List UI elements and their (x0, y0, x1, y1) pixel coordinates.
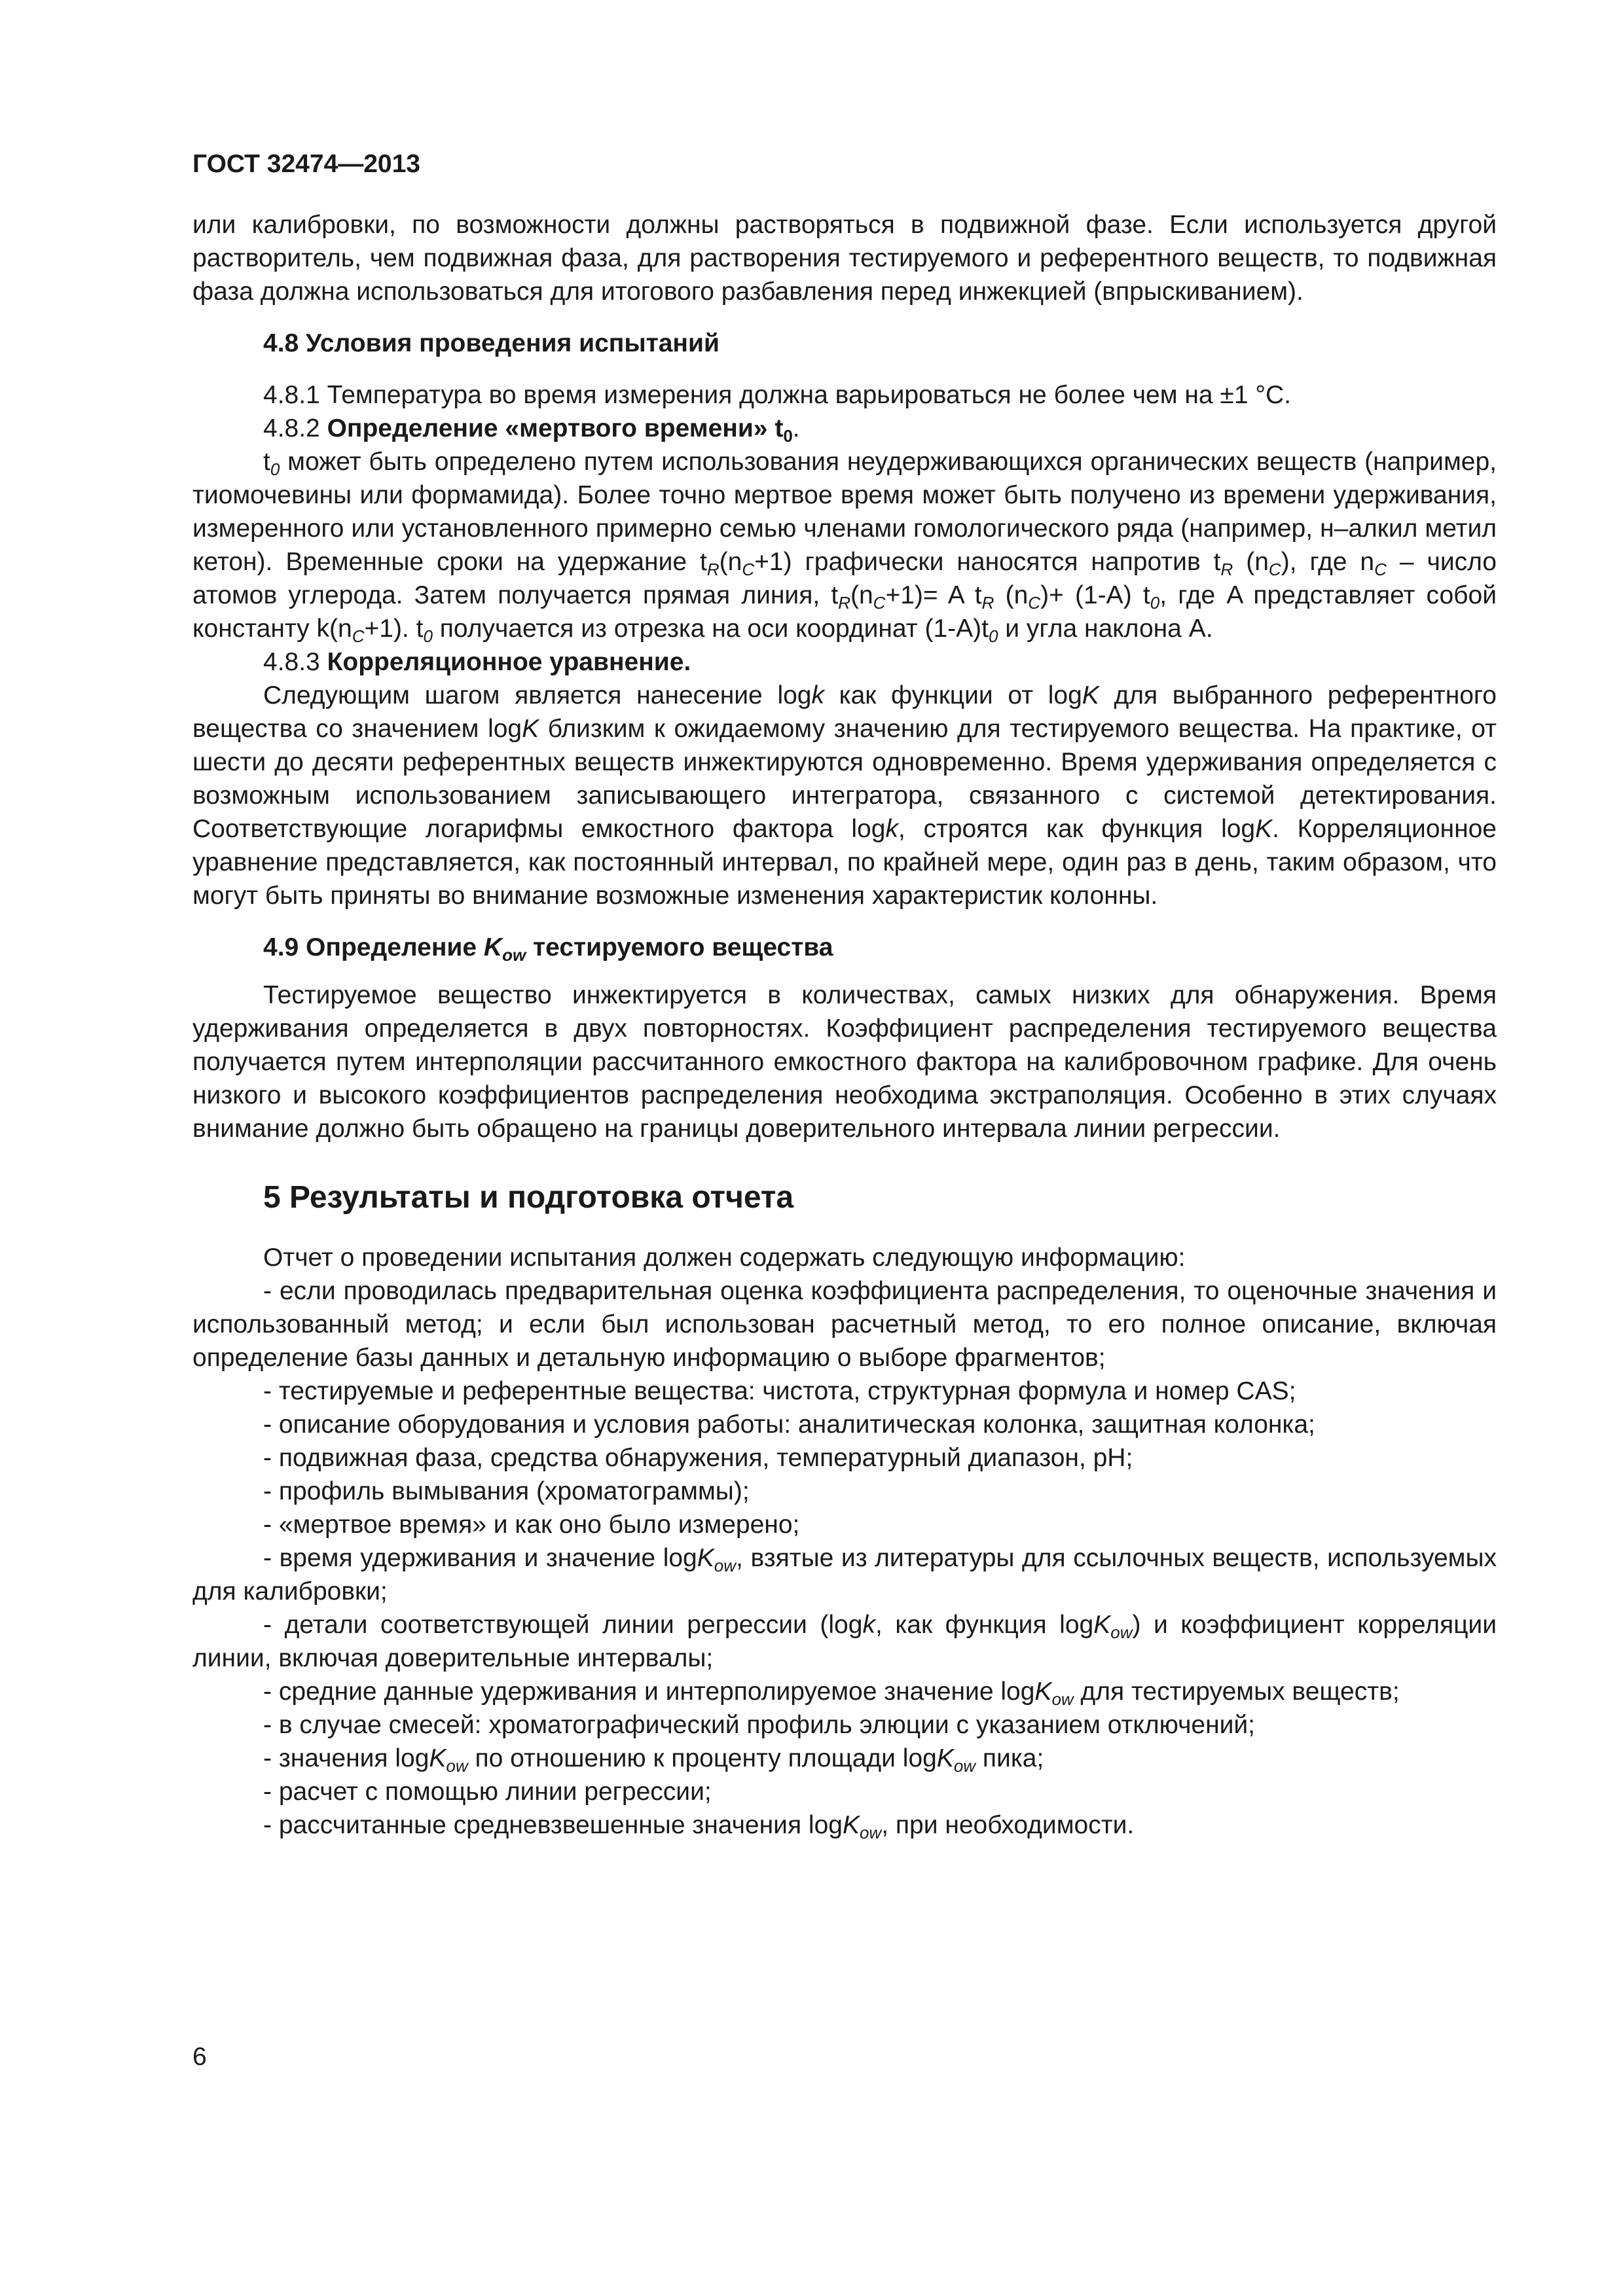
list-item: - если проводилась предварительная оценка коэффициента распределения, то оценочные значения и использованный метод; и если был использован расчетный метод, то его полное описание, включая определение базы данных и детальную информацию о выборе фрагментов; (192, 1277, 1497, 1372)
text-fragment: пика; (976, 1744, 1044, 1772)
section-heading-5: 5 Результаты и подготовка отчета (263, 1180, 794, 1215)
subscript: ow (1051, 1689, 1074, 1709)
subscript: R (1220, 560, 1233, 579)
list-item: - тестируемые и референтные вещества: чистота, структурная формула и номер CAS; (263, 1377, 1296, 1405)
text-fragment: - средние данные удерживания и интерполируемое значение log (263, 1677, 1035, 1706)
text-fragment: - рассчитанные средневзвешенные значения log (263, 1811, 843, 1839)
list-item: - в случае смесей: хроматографический профиль элюции с указанием отключений; (263, 1711, 1256, 1739)
subscript: 0 (783, 426, 793, 446)
list-item: - описание оборудования и условия работы: аналитическая колонка, защитная колонка; (263, 1410, 1315, 1439)
text-fragment: по отношению к проценту площади log (467, 1744, 937, 1772)
text-fragment: для тестируемых веществ; (1073, 1677, 1400, 1706)
text-fragment: для выбранного референтного вещества со значением (192, 681, 1497, 743)
clause-number: 4.8.3 (263, 648, 327, 676)
subscript: ow (446, 1756, 468, 1776)
text-fragment: 4.9 Определение (263, 933, 484, 961)
subscript: C (1374, 560, 1387, 579)
text-fragment: log (777, 681, 812, 709)
text-fragment: . (792, 414, 800, 442)
text-fragment: (n (719, 548, 742, 576)
list-item (192, 1608, 1497, 1675)
text-fragment: (n (994, 581, 1029, 609)
paragraph-dead-time (192, 445, 1497, 645)
text-fragment: получается из отрезка на оси координат (1-A)t (432, 615, 989, 643)
subscript: R (838, 593, 850, 613)
subscript: 0 (270, 459, 280, 479)
text-fragment: log (851, 815, 886, 843)
subscript: ow (502, 945, 526, 965)
subscript: ow (714, 1556, 737, 1575)
subscript: C (873, 593, 886, 613)
text-fragment: тестируемого вещества (526, 933, 833, 961)
list-item (192, 1541, 1497, 1608)
symbol: K (697, 1544, 714, 1572)
symbol: K (1255, 815, 1273, 843)
symbol: k (862, 1611, 875, 1639)
document-header: ГОСТ 32474—2013 (192, 150, 420, 178)
text-fragment: – число атомов углерода. Затем получается прямая линия, t (192, 548, 1497, 609)
subscript: R (981, 593, 994, 613)
subscript: R (706, 560, 720, 579)
paragraph-report-intro: Отчет о проведении испытания должен содержать следующую информацию: (263, 1244, 1186, 1272)
list-item: - подвижная фаза, средства обнаружения, температурный диапазон, рН; (263, 1444, 1133, 1472)
paragraph-4-9: Тестируемое вещество инжектируется в количествах, самых низких для обнаружения. Время удерживания определяется в двух повторностях. Коэффициент распределения тестируемого вещества получается путем интерполяции рассчитанного емкостного фактора на калибровочном графике. Для очень низкого и высокого коэффициентов распределения необходима экстраполяция. Особенно в этих случаях внимание должно быть обращено на границы доверительного интервала линии регрессии. (192, 981, 1497, 1143)
text-fragment: log (1048, 681, 1082, 709)
text-fragment: - время удерживания и значение log (263, 1544, 697, 1572)
text-fragment: , при необходимости. (881, 1811, 1135, 1839)
text-fragment: +1) графически наносятся напротив t (754, 548, 1221, 576)
symbol: k (811, 681, 824, 709)
clause-number: 4.8.2 (263, 414, 327, 442)
text-fragment: log (1221, 815, 1256, 843)
page-number: 6 (192, 2043, 207, 2071)
text-fragment: (n (850, 581, 873, 609)
subscript: ow (1110, 1623, 1133, 1642)
symbol: K (842, 1811, 860, 1839)
subscript: C (1268, 560, 1281, 579)
document-body (192, 208, 1497, 1842)
symbol: K (1034, 1677, 1052, 1706)
text-fragment: )+ (1-A) t (1040, 581, 1150, 609)
subscript: ow (953, 1756, 976, 1776)
text-fragment: ) и коэффициент корреляции линии, включая доверительные интервалы; (192, 1611, 1497, 1672)
list-item (192, 1808, 1497, 1842)
section-heading-4-9 (192, 931, 1497, 964)
subscript: 0 (423, 626, 433, 646)
symbol: K (483, 933, 503, 961)
clause-title: Корреляционное уравнение. (327, 648, 691, 676)
symbol: K (522, 715, 539, 743)
text-fragment: +1)= A t (885, 581, 982, 609)
clause-title: Определение «мертвого времени» t (327, 414, 784, 442)
text-fragment: . Корреляционное уравнение представляется, как постоянный интервал, по крайней мере, один раз в день, таким образом, что могут быть приняты во внимание возможные изменения характеристик колонны. (192, 815, 1497, 910)
text-fragment: , как функция log (875, 1611, 1094, 1639)
subscript: 0 (1150, 593, 1160, 613)
symbol: K (1093, 1611, 1111, 1639)
paragraph-4-8-1: 4.8.1 Температура во время измерения должна варьироваться не более чем на ±1 °С. (263, 381, 1291, 409)
paragraph-correlation (192, 679, 1497, 912)
text-fragment: близким к ожидаемому значению для тестируемого вещества. На практике, от шести до десяти референтных веществ инжектируются одновременно. Время удерживания определяется с возможным использованием записывающего интегратора, связанного с системой детектирования. Соответствующие логарифмы емкостного фактора (192, 715, 1497, 843)
list-item (192, 1675, 1497, 1708)
paragraph-4-8-3 (192, 645, 1497, 679)
text-fragment: log (488, 715, 522, 743)
list-item: - расчет с помощью линии регрессии; (263, 1778, 712, 1806)
list-item: - «мертвое время» и как оно было измерено; (263, 1511, 800, 1539)
paragraph-4-8-2 (192, 412, 1497, 445)
subscript: C (352, 626, 365, 646)
symbol: K (1082, 681, 1099, 709)
section-heading-4-8: 4.8 Условия проведения испытаний (263, 329, 720, 357)
paragraph-continuation: или калибровки, по возможности должны растворяться в подвижной фазе. Если используется другой растворитель, чем подвижная фаза, для растворения тестируемого и референтного веществ, то подвижная фаза должна использоваться для итогового разбавления перед инжекцией (впрыскиванием). (192, 211, 1497, 306)
text-fragment: , взятые из литературы для ссылочных веществ, используемых для калибровки; (192, 1544, 1497, 1605)
symbol: k (885, 815, 898, 843)
text-fragment: как функции от (824, 681, 1048, 709)
text-fragment: - значения log (263, 1744, 429, 1772)
subscript: ow (859, 1823, 882, 1842)
text-fragment: (n (1233, 548, 1269, 576)
text-fragment: , строятся как функция (898, 815, 1222, 843)
text-fragment: и угла наклона A. (998, 615, 1213, 643)
list-item (192, 1742, 1497, 1775)
list-item: - профиль вымывания (хроматограммы); (263, 1477, 750, 1505)
text-fragment: t (263, 448, 270, 476)
symbol: K (429, 1744, 447, 1772)
text-fragment: +1). t (364, 615, 424, 643)
subscript: 0 (988, 626, 998, 646)
text-fragment: может быть определено путем использования неудерживающихся органических веществ (например, тиомочевины или формамида). Более точно мертвое время может быть получено из времени удерживания, измеренного или установленного примерно семью членами гомологического ряда (например, н–алкил метил кетон). Временные сроки на удержание t (192, 448, 1497, 576)
subscript: C (1028, 593, 1041, 613)
text-fragment: Следующим шагом является нанесение (263, 681, 778, 709)
text-fragment: - детали соответствующей линии регрессии (log (263, 1611, 863, 1639)
symbol: K (936, 1744, 954, 1772)
text-fragment: ), где n (1281, 548, 1375, 576)
text-fragment: , где A представляет собой константу k(n (192, 581, 1497, 643)
subscript: C (742, 560, 755, 579)
